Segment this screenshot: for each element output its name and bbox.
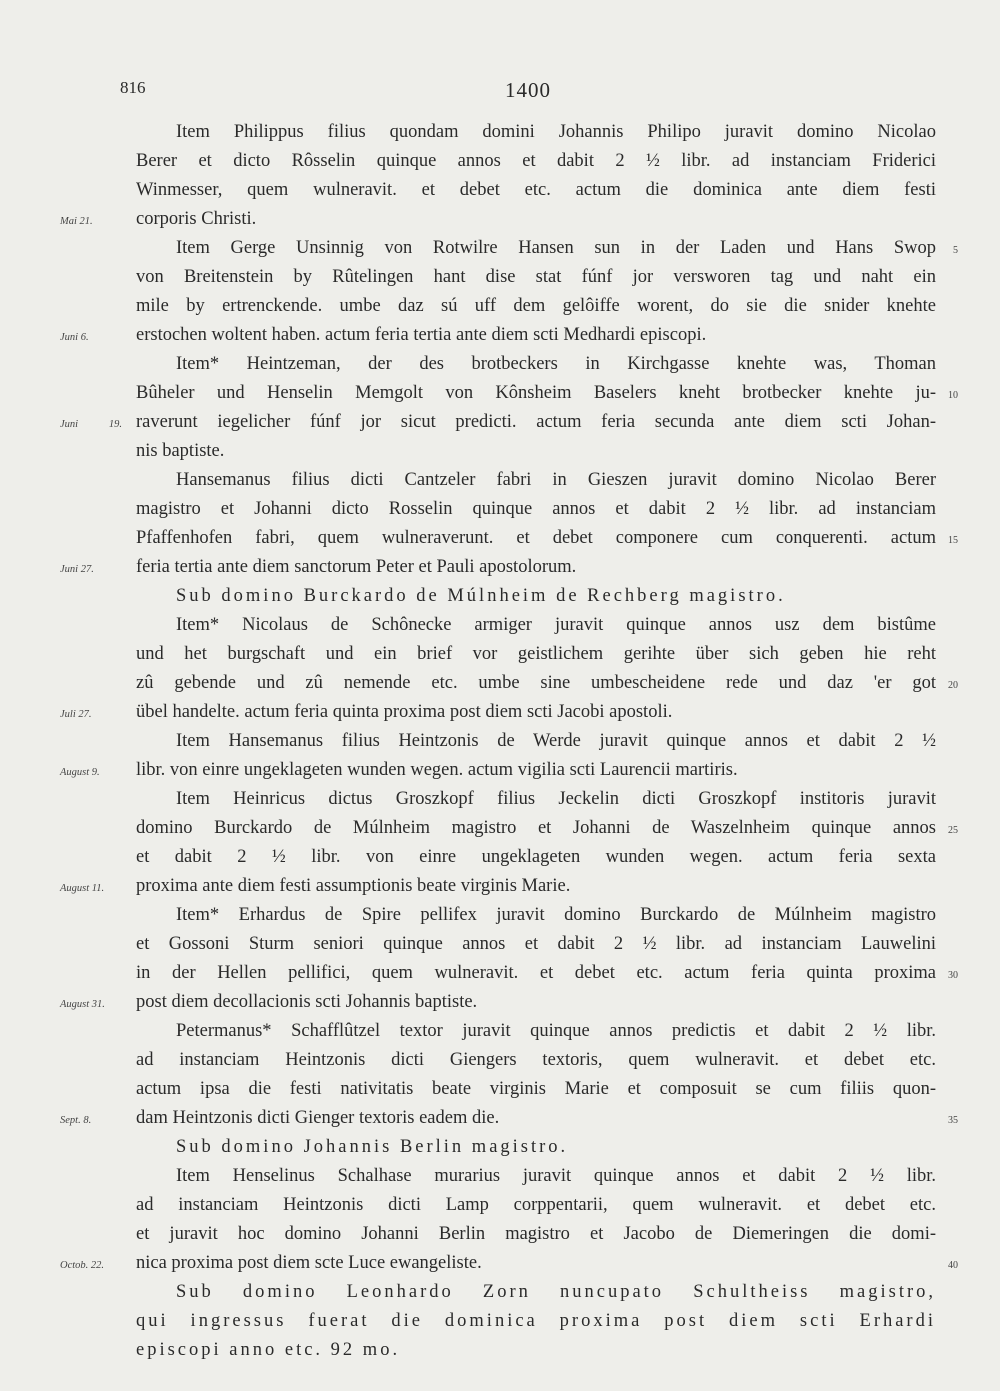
line-text: ad instanciam Heintzonis dicti Lamp corppentarii, quem wulneravit. et debet etc.: [136, 1195, 936, 1215]
line-text: und het burgschaft und ein brief vor geistlichem gerihte über sich geben hie reht: [136, 644, 936, 664]
line-text: Item Heinricus dictus Groszkopf filius Jeckelin dicti Groszkopf institoris juravit: [176, 789, 936, 809]
line-number: 25: [948, 825, 958, 836]
text-line: [136, 350, 936, 379]
line-text: proxima ante diem festi assumptionis beate virginis Marie.: [136, 876, 571, 896]
line-text: Item* Erhardus de Spire pellifex juravit domino Burckardo de Múlnheim magistro: [176, 905, 936, 925]
text-line: [136, 582, 936, 611]
text-line: [136, 147, 936, 176]
text-line: [136, 611, 936, 640]
line-text: ad instanciam Heintzonis dicti Giengers textoris, quem wulneravit. et debet etc.: [136, 1050, 936, 1070]
page-header: [120, 78, 940, 108]
margin-date: Mai 21.: [60, 216, 93, 227]
line-text: mile by ertrenckende. umbe daz sú uff dem gelôiffe worent, do sie die snider knehte: [136, 296, 936, 316]
margin-date: Sept. 8.: [60, 1115, 92, 1126]
line-text: Sub domino Johannis Berlin magistro.: [176, 1137, 569, 1157]
line-text: Item Henselinus Schalhase murarius juravit quinque annos et dabit 2 ½ libr.: [176, 1166, 936, 1186]
margin-date: August 9.: [60, 767, 100, 778]
text-line: [136, 640, 936, 669]
text-line: [136, 1075, 936, 1104]
text-line: [60, 321, 936, 350]
text-line: [60, 553, 936, 582]
text-line: [136, 1278, 936, 1307]
margin-date: Juni 27.: [60, 564, 94, 575]
text-line: [136, 669, 958, 698]
line-text: episcopi anno etc. 92 mo.: [136, 1340, 401, 1360]
line-text: Winmesser, quem wulneravit. et debet etc. actum die dominica ante diem festi: [136, 180, 936, 200]
document-body: [60, 118, 958, 1365]
line-text: feria tertia ante diem sanctorum Peter et Pauli apostolorum.: [136, 557, 577, 577]
running-head-year: 1400: [505, 78, 551, 102]
line-text: Sub domino Burckardo de Múlnheim de Rechberg magistro.: [176, 586, 786, 606]
text-line: [136, 437, 936, 466]
line-number: 20: [948, 680, 958, 691]
line-number: 15: [948, 535, 958, 546]
text-line: [136, 1220, 936, 1249]
text-line: [136, 524, 958, 553]
text-line: [136, 843, 936, 872]
text-line: [136, 1017, 936, 1046]
line-text: Bûheler und Henselin Memgolt von Kônsheim Baselers kneht brotbecker knehte ju-: [136, 383, 936, 403]
margin-date: August 31.: [60, 999, 105, 1010]
text-line: [60, 408, 936, 437]
line-text: übel handelte. actum feria quinta proxima post diem scti Jacobi apostoli.: [136, 702, 673, 722]
line-text: nica proxima post diem scte Luce ewangeliste.: [136, 1253, 482, 1273]
text-line: [136, 1336, 936, 1365]
text-line: [136, 727, 936, 756]
line-text: Berer et dicto Rôsselin quinque annos et dabit 2 ½ libr. ad instanciam Friderici: [136, 151, 936, 171]
line-number: 10: [948, 390, 958, 401]
line-text: domino Burckardo de Múlnheim magistro et Johanni de Waszelnheim quinque annos: [136, 818, 936, 838]
line-text: Hansemanus filius dicti Cantzeler fabri in Gieszen juravit domino Nicolao Berer: [176, 470, 936, 490]
text-line: [136, 1046, 936, 1075]
text-line: [60, 756, 936, 785]
line-text: Item Hansemanus filius Heintzonis de Werde juravit quinque annos et dabit 2 ½: [176, 731, 936, 751]
text-line: [136, 118, 936, 147]
text-line: [136, 292, 936, 321]
line-text: von Breitenstein by Rûtelingen hant dise stat fúnf jor versworen tag und naht ein: [136, 267, 936, 287]
margin-date: August 11.: [60, 883, 105, 894]
line-text: raverunt iegelicher fúnf jor sicut predicti. actum feria secunda ante diem scti Johan-: [136, 412, 936, 432]
line-text: zû gebende und zû nemende etc. umbe sine umbescheidene rede und daz 'er got: [136, 673, 936, 693]
line-text: erstochen woltent haben. actum feria tertia ante diem scti Medhardi episcopi.: [136, 325, 707, 345]
text-line: [136, 930, 936, 959]
line-text: Item* Nicolaus de Schônecke armiger juravit quinque annos usz dem bistûme: [176, 615, 936, 635]
line-number: 5: [953, 245, 958, 256]
line-text: in der Hellen pellifici, quem wulneravit. et debet etc. actum feria quinta proxima: [136, 963, 936, 983]
line-text: libr. von einre ungeklageten wunden wegen. actum vigilia scti Laurencii martiris.: [136, 760, 738, 780]
line-text: magistro et Johanni dicto Rosselin quinque annos et dabit 2 ½ libr. ad instanciam: [136, 499, 936, 519]
text-line: [136, 495, 936, 524]
text-line: [136, 901, 936, 930]
text-line: [136, 1162, 936, 1191]
text-line: [136, 814, 958, 843]
line-text: qui ingressus fuerat die dominica proxima post diem scti Erhardi: [136, 1311, 936, 1331]
line-number: 40: [948, 1260, 958, 1271]
line-number: 35: [948, 1115, 958, 1126]
line-text: et juravit hoc domino Johanni Berlin magistro et Jacobo de Diemeringen die domi-: [136, 1224, 936, 1244]
margin-date: Juni 6.: [60, 332, 89, 343]
line-text: dam Heintzonis dicti Gienger textoris eadem die.: [136, 1108, 500, 1128]
text-line: [60, 698, 936, 727]
text-line: [136, 263, 936, 292]
line-text: Item Gerge Unsinnig von Rotwilre Hansen sun in der Laden und Hans Swop: [176, 238, 936, 258]
line-text: Sub domino Leonhardo Zorn nuncupato Schultheiss magistro,: [176, 1282, 936, 1302]
line-text: corporis Christi.: [136, 209, 257, 229]
text-line: [60, 872, 936, 901]
text-line: [60, 988, 936, 1017]
line-text: Item* Heintzeman, der des brotbeckers in Kirchgasse knehte was, Thoman: [176, 354, 936, 374]
line-text: et dabit 2 ½ libr. von einre ungeklageten wunden wegen. actum feria sexta: [136, 847, 936, 867]
text-line: [60, 1249, 958, 1278]
text-line: [136, 1191, 936, 1220]
line-number: 30: [948, 970, 958, 981]
text-line: [136, 234, 958, 263]
line-text: post diem decollacionis scti Johannis baptiste.: [136, 992, 478, 1012]
margin-date: Juni 19.: [60, 419, 122, 430]
text-line: [136, 785, 936, 814]
line-text: Pfaffenhofen fabri, quem wulneraverunt. et debet componere cum conquerenti. actum: [136, 528, 936, 548]
text-line: [136, 466, 936, 495]
text-line: [136, 176, 936, 205]
margin-date: Octob. 22.: [60, 1260, 105, 1271]
text-line: [136, 379, 958, 408]
text-line: [136, 1133, 936, 1162]
line-text: actum ipsa die festi nativitatis beate virginis Marie et composuit se cum filiis quon-: [136, 1079, 936, 1099]
line-text: Petermanus* Schafflûtzel textor juravit quinque annos predictis et dabit 2 ½ libr.: [176, 1021, 936, 1041]
line-text: nis baptiste.: [136, 441, 225, 461]
text-line: [60, 1104, 958, 1133]
text-line: [60, 205, 936, 234]
text-line: [136, 959, 958, 988]
page-number: 816: [120, 78, 146, 97]
line-text: Item Philippus filius quondam domini Johannis Philipo juravit domino Nicolao: [176, 122, 936, 142]
line-text: et Gossoni Sturm seniori quinque annos et dabit 2 ½ libr. ad instanciam Lauwelini: [136, 934, 936, 954]
margin-date: Juli 27.: [60, 709, 92, 720]
text-line: [136, 1307, 936, 1336]
